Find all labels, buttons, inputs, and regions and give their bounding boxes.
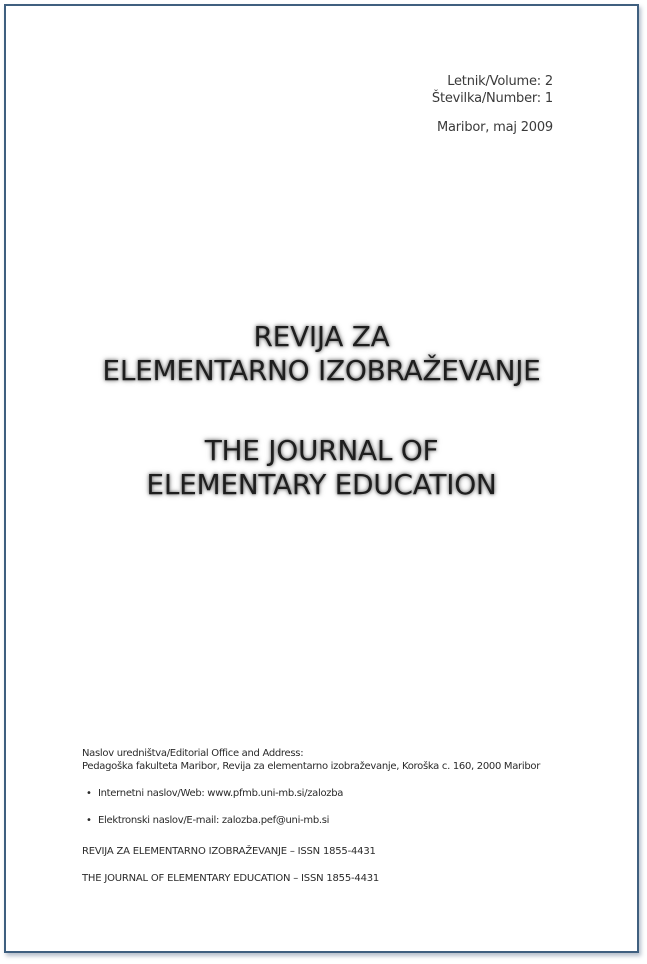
web-address: Internetni naslov/Web: www.pfmb.uni-mb.si/zalozba: [98, 788, 344, 799]
office-label: Naslov uredništva/Editorial Office and Address:: [82, 748, 304, 759]
title-en-line2: ELEMENTARY EDUCATION: [146, 468, 497, 501]
web-item: [86, 787, 540, 800]
editorial-footer: [82, 747, 540, 885]
title-english: [6, 434, 637, 502]
office-address: Pedagoška fakulteta Maribor, Revija za elementarno izobraževanje, Koroška c. 160, 2000 Maribor: [82, 761, 541, 772]
title-sl-line1: REVIJA ZA: [253, 320, 390, 353]
place-date-label: Maribor, maj 2009: [436, 120, 553, 135]
title-slovenian: [6, 320, 637, 388]
issn-english: THE JOURNAL OF ELEMENTARY EDUCATION – ISSN 1855-4431: [82, 873, 380, 884]
bullet-icon: •: [86, 788, 92, 799]
journal-cover-page: [4, 4, 639, 953]
volume-label: Letnik/Volume: 2: [447, 74, 553, 89]
email-address: Elektronski naslov/E-mail: zalozba.pef@uni-mb.si: [98, 815, 330, 826]
email-item: [86, 814, 540, 827]
title-en-line1: THE JOURNAL OF: [204, 434, 439, 467]
bullet-icon: •: [86, 815, 92, 826]
issn-slovenian: REVIJA ZA ELEMENTARNO IZOBRAŽEVANJE – ISSN 1855-4431: [82, 846, 376, 857]
title-sl-line2: ELEMENTARNO IZOBRAŽEVANJE: [102, 354, 541, 387]
number-label: Številka/Number: 1: [431, 91, 553, 106]
issue-metadata: [432, 73, 553, 136]
